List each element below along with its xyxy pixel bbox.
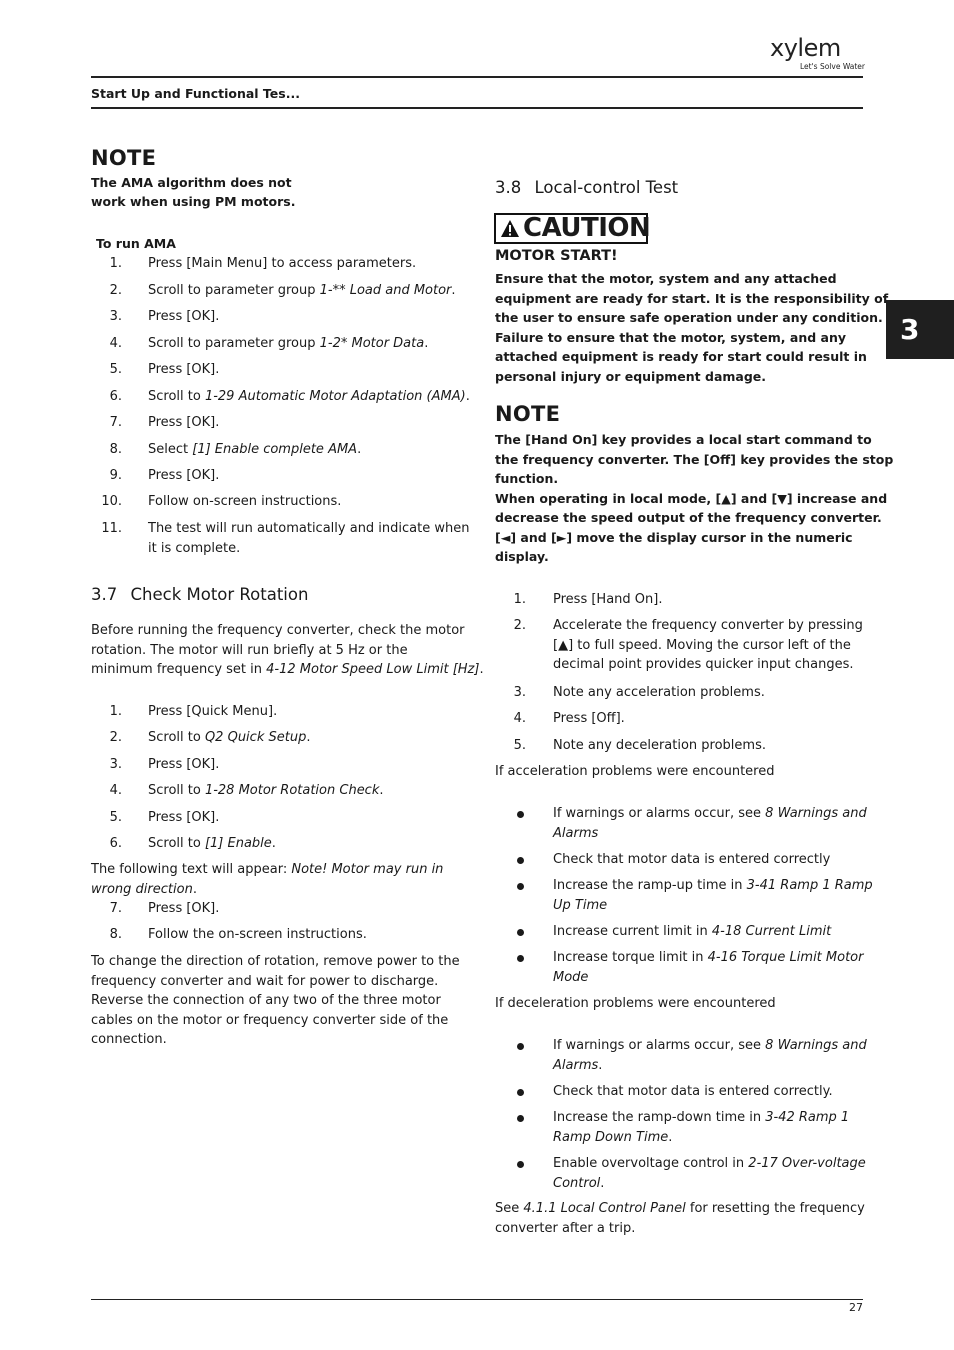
- bullet-text-italic: Up Time: [553, 897, 608, 913]
- bullet-dot: [517, 857, 524, 864]
- bullet-text-part: Increase current limit in: [553, 924, 712, 939]
- bullet-text: [553, 876, 873, 915]
- caution-line: attached equipment is ready for start could result in: [495, 349, 867, 364]
- step-number: 3.: [109, 309, 122, 324]
- bullet-text-part: Check that motor data is entered correctly: [553, 852, 831, 867]
- header-rule: [91, 76, 863, 78]
- step-text-part: .: [451, 283, 456, 298]
- bullet-line: [553, 1082, 833, 1102]
- bullet-text: [553, 1036, 867, 1075]
- step-text: [553, 736, 766, 756]
- step-text-part: Press [OK].: [148, 901, 220, 916]
- note-line: display.: [495, 549, 549, 564]
- bullet-text-italic: Ramp Down Time: [553, 1129, 669, 1145]
- bullet-text-part: If warnings or alarms occur, see: [553, 1038, 766, 1053]
- bullet-line: [553, 922, 831, 942]
- caution-line: the user to ensure safe operation under any condition.: [495, 310, 883, 325]
- step-text: [148, 334, 428, 354]
- step-text: [148, 925, 367, 945]
- see-reference: See 4.1.1 Local Control Panel for resetting the frequency converter after a trip.: [495, 1201, 865, 1236]
- step-number: 3.: [109, 757, 122, 772]
- step-number: 4.: [109, 783, 122, 798]
- bullet-text: [553, 850, 830, 870]
- step-text-part: Press [OK].: [148, 415, 220, 430]
- logo-wordmark: xylem: [770, 34, 841, 62]
- text-line: Before running the frequency converter, check the motor: [91, 623, 465, 638]
- caution-line: equipment are ready for start. It is the responsibility of: [495, 290, 889, 306]
- step-number: 2.: [109, 283, 122, 298]
- note-title: NOTE: [91, 146, 157, 170]
- step-text: [148, 387, 470, 407]
- bullet-text-part: .: [668, 1129, 673, 1145]
- text-line: frequency converter and wait for power to discharge.: [91, 973, 439, 989]
- step-text: [148, 755, 219, 775]
- step-text-italic: Q2 Quick Setup: [204, 730, 307, 745]
- note-line: function.: [495, 471, 559, 486]
- step-text-line: [▲] to full speed. Moving the cursor left of the: [553, 637, 851, 653]
- step-text-part: Press [OK].: [148, 468, 220, 483]
- step-number: 7.: [109, 901, 122, 916]
- bullet-text-italic: Mode: [553, 969, 589, 985]
- step-text-italic: 1-** Load and Motor: [319, 283, 452, 298]
- step-number: 11.: [101, 521, 122, 536]
- step-text-part: Press [OK].: [148, 757, 220, 772]
- note-line: [◄] and [►] move the display cursor in the numeric: [495, 529, 853, 545]
- bullet-text-part: .: [600, 1175, 605, 1191]
- bullet-text-part: .: [598, 1057, 603, 1073]
- step-text-part: Press [OK].: [148, 309, 220, 324]
- bullet-line: [553, 804, 867, 824]
- bullet-line: [553, 824, 867, 844]
- step-number: 1.: [513, 592, 526, 607]
- step-text: [148, 466, 219, 486]
- section-heading-3-7: [91, 585, 308, 604]
- bullet-line: [553, 1036, 867, 1056]
- step-text-line: Press [Hand On].: [553, 592, 663, 607]
- step-number: 6.: [109, 836, 122, 851]
- xylem-logo: [770, 34, 865, 71]
- step-number: 8.: [109, 442, 122, 457]
- bullet-text-part: Check that motor data is entered correctly.: [553, 1084, 833, 1099]
- bullet-text-part: Increase the ramp-up time in: [553, 878, 747, 893]
- bullet-text-italic: 4-18 Current Limit: [711, 924, 832, 939]
- bullet-line: [553, 1108, 849, 1128]
- bullet-text: [553, 1154, 866, 1193]
- bullet-line: [553, 1154, 866, 1174]
- step-text-line: Press [Off].: [553, 711, 625, 726]
- note-title: NOTE: [495, 402, 561, 426]
- note-line: the frequency converter. The [Off] key provides the stop: [495, 451, 894, 467]
- step-text-part: .: [271, 836, 276, 851]
- step-text-part: Press [OK].: [148, 810, 220, 825]
- step-text: [148, 307, 219, 327]
- bullet-text-italic: 2-17 Over-voltage: [748, 1156, 866, 1171]
- bullet-text-italic: Control: [553, 1175, 601, 1191]
- step-text: [148, 834, 276, 854]
- caution-line: personal injury or equipment damage.: [495, 368, 767, 384]
- step-text: [553, 590, 662, 610]
- step-number: 6.: [109, 389, 122, 404]
- step-number: 2.: [513, 618, 526, 633]
- text-line: Reverse the connection of any two of the three motor: [91, 993, 441, 1008]
- note-line: The [Hand On] key provides a local start command to: [495, 432, 872, 447]
- step-number: 2.: [109, 730, 122, 745]
- bullet-dot: [517, 929, 524, 936]
- text-line: To change the direction of rotation, remove power to the: [91, 954, 460, 969]
- caution-text: [495, 269, 888, 386]
- note-line: work when using PM motors.: [91, 194, 296, 209]
- ama-step-11-continued: it is complete.: [148, 541, 241, 556]
- step-number: 4.: [109, 336, 122, 351]
- bullet-dot: [517, 883, 524, 890]
- text-line: cables on the motor or frequency converter side of the: [91, 1012, 449, 1028]
- following-text: The following text will appear: Note! Motor may run in wrong direction.: [91, 862, 444, 897]
- step-text-part: .: [379, 783, 384, 798]
- bullet-line: [553, 896, 873, 916]
- bullet-line: [553, 968, 863, 988]
- step-text: [148, 781, 384, 801]
- bullet-line: [553, 1174, 866, 1194]
- step-number: 9.: [109, 468, 122, 483]
- change-direction-paragraph: [91, 952, 460, 1050]
- step-text: [148, 254, 416, 274]
- bullet-text-italic: 3-41 Ramp 1 Ramp: [746, 878, 873, 893]
- step-text-part: Select: [148, 442, 193, 457]
- step-text-line: decimal point provides quicker input changes.: [553, 657, 854, 672]
- bullet-dot: [517, 811, 524, 818]
- bullet-text-italic: Alarms: [553, 1057, 599, 1073]
- step-number: 5.: [109, 362, 122, 377]
- accel-intro: If acceleration problems were encountered: [495, 764, 775, 779]
- chapter-tab: 3: [886, 300, 954, 359]
- step-text-italic: 1-28 Motor Rotation Check: [204, 783, 380, 798]
- bullet-dot: [517, 1043, 524, 1050]
- ama-heading: To run AMA: [96, 236, 176, 251]
- step-text: [553, 709, 625, 729]
- step-text-italic: 1-29 Automatic Motor Adaptation (AMA): [204, 389, 466, 404]
- step-text-part: Follow on-screen instructions.: [148, 494, 342, 509]
- caution-label: CAUTION: [523, 213, 651, 243]
- step-number: 1.: [109, 256, 122, 271]
- step-number: 5.: [109, 810, 122, 825]
- bullet-dot: [517, 1115, 524, 1122]
- logo-tagline: Let's Solve Water: [800, 62, 865, 71]
- bullet-dot: [517, 1089, 524, 1096]
- step-text: [148, 413, 219, 433]
- step-text: [148, 702, 277, 722]
- step-number: 1.: [109, 704, 122, 719]
- step-text: [148, 281, 456, 301]
- text-line: minimum frequency set in 4-12 Motor Speed Low Limit [Hz].: [91, 662, 484, 677]
- step-text-part: Follow the on-screen instructions.: [148, 927, 367, 942]
- step-text: [553, 616, 863, 675]
- step-number: 7.: [109, 415, 122, 430]
- step-text: [148, 492, 341, 512]
- step-text-line: Note any deceleration problems.: [553, 738, 766, 753]
- bullet-line: [553, 876, 873, 896]
- step-text-part: Scroll to: [148, 783, 205, 798]
- bullet-text: [553, 922, 831, 942]
- caution-line: Failure to ensure that the motor, system, and any: [495, 329, 846, 345]
- text-line: connection.: [91, 1032, 167, 1047]
- bullet-text-italic: Alarms: [553, 825, 599, 841]
- section-number: 3.8: [495, 178, 522, 197]
- step-text-part: Scroll to parameter group: [148, 283, 320, 298]
- step-text-part: Scroll to: [148, 836, 205, 851]
- step-number: 8.: [109, 927, 122, 942]
- bullet-line: [553, 850, 830, 870]
- step-text-italic: 1-2* Motor Data: [319, 336, 425, 351]
- step-text: [553, 683, 765, 703]
- bullet-line: [553, 1128, 849, 1148]
- step-number: 3.: [513, 685, 526, 700]
- step-text: [148, 440, 361, 460]
- note-line: The AMA algorithm does not: [91, 175, 292, 190]
- step-text-part: The test will run automatically and indicate when: [148, 521, 470, 536]
- step-text-part: Scroll to parameter group: [148, 336, 320, 351]
- step-text-part: Scroll to: [148, 389, 205, 404]
- bullet-dot: [517, 955, 524, 962]
- step-text: [148, 360, 219, 380]
- text-line: rotation. The motor will run briefly at 5 Hz or the: [91, 642, 408, 658]
- note-line: When operating in local mode, [▲] and [▼] increase and: [495, 490, 888, 506]
- step-text-part: Press [OK].: [148, 362, 220, 377]
- bullet-text-part: If warnings or alarms occur, see: [553, 806, 766, 821]
- step-text: [148, 519, 469, 539]
- section-header: Start Up and Functional Tes...: [91, 86, 300, 101]
- rotation-intro: [91, 621, 484, 680]
- caution-line: Ensure that the motor, system and any attached: [495, 271, 837, 286]
- section-title: Local-control Test: [534, 178, 679, 197]
- step-text-line: Accelerate the frequency converter by pressing: [553, 618, 863, 633]
- section-title: Check Motor Rotation: [130, 585, 309, 604]
- bullet-text-italic: 8 Warnings and: [765, 806, 867, 821]
- bullet-text: [553, 1082, 833, 1102]
- bullet-text-italic: 4-16 Torque Limit Motor: [707, 950, 864, 965]
- step-text-part: Press [Main Menu] to access parameters.: [148, 256, 417, 271]
- bullet-text: [553, 804, 867, 843]
- step-text-part: .: [357, 442, 362, 457]
- section-heading-3-8: [495, 178, 678, 197]
- section-number: 3.7: [91, 585, 118, 604]
- step-text-italic: [1] Enable: [204, 836, 272, 851]
- bullet-text-part: Increase the ramp-down time in: [553, 1110, 766, 1125]
- section-rule: [91, 107, 863, 109]
- bullet-text-italic: 8 Warnings and: [765, 1038, 867, 1053]
- bullet-line: [553, 948, 863, 968]
- step-text: [148, 808, 219, 828]
- step-text-line: Note any acceleration problems.: [553, 685, 765, 700]
- step-text-part: Scroll to: [148, 730, 205, 745]
- caution-banner: [494, 213, 651, 244]
- step-text: [148, 899, 219, 919]
- motor-start-heading: MOTOR START!: [495, 248, 618, 264]
- page-number: 27: [849, 1301, 863, 1314]
- bullet-text-italic: 3-42 Ramp 1: [765, 1110, 850, 1125]
- step-text-part: .: [306, 730, 311, 745]
- step-number: 10.: [101, 494, 122, 509]
- bullet-dot: [517, 1161, 524, 1168]
- footer-rule: [91, 1299, 863, 1300]
- step-text-part: Press [Quick Menu].: [148, 704, 278, 719]
- bullet-text: [553, 948, 863, 987]
- step-number: 4.: [513, 711, 526, 726]
- bullet-text: [553, 1108, 849, 1147]
- step-number: 5.: [513, 738, 526, 753]
- step-text: [148, 728, 310, 748]
- decel-intro: If deceleration problems were encountered: [495, 996, 776, 1011]
- note-text: [495, 430, 893, 567]
- note-line: decrease the speed output of the frequency converter.: [495, 510, 882, 525]
- bullet-line: [553, 1056, 867, 1076]
- step-text-part: .: [424, 336, 429, 351]
- warning-triangle-icon: [500, 219, 520, 238]
- step-text-part: .: [465, 389, 470, 404]
- bullet-text-part: Increase torque limit in: [553, 950, 708, 965]
- step-text-italic: [1] Enable complete AMA: [192, 442, 358, 457]
- bullet-text-part: Enable overvoltage control in: [553, 1156, 749, 1171]
